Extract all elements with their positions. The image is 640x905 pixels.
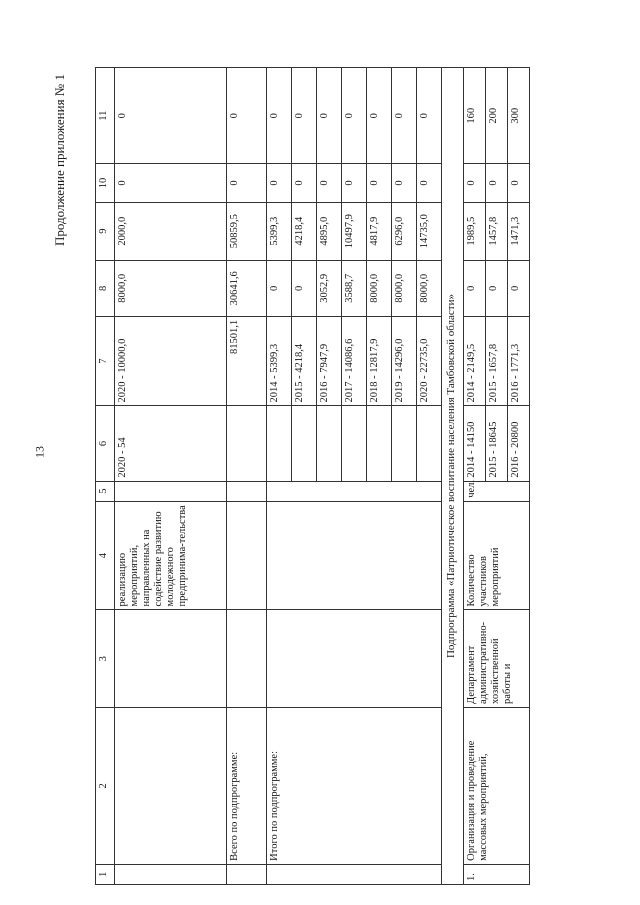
year-federal: 0	[292, 260, 317, 316]
funding-regional: 2000,0	[115, 202, 227, 260]
year-funding: 2015 - 1657,8	[486, 316, 508, 406]
total-row	[227, 68, 267, 885]
year-federal: 0	[486, 260, 508, 316]
year-funding: 2019 - 14296,0	[392, 316, 417, 406]
year-local: 0	[392, 164, 417, 202]
appendix-table	[95, 67, 530, 885]
indicator-value: 2014 - 14150	[464, 406, 486, 481]
year-local: 0	[508, 164, 530, 202]
item-indicator: Количество участников мероприятий	[464, 501, 530, 610]
year-local: 0	[486, 164, 508, 202]
year-other: 200	[486, 68, 508, 164]
header-cell: 6	[96, 406, 115, 481]
year-regional: 4218,4	[292, 202, 317, 260]
year-other: 0	[367, 68, 392, 164]
subprogram-title: Подпрограмма «Патриотическое воспитание населения Тамбовской области»	[442, 68, 464, 885]
year-other: 0	[267, 68, 292, 164]
funding-other: 0	[115, 68, 227, 164]
year-regional: 5399,3	[267, 202, 292, 260]
year-regional: 14735,0	[417, 202, 442, 260]
year-federal: 0	[267, 260, 292, 316]
appendix-label: Продолжение приложения № 1	[52, 74, 67, 246]
year-funding: 2018 - 12817,9	[367, 316, 392, 406]
funding-total: 2020 - 10000,0	[115, 316, 227, 406]
year-federal: 0	[464, 260, 486, 316]
indicator-value: 2015 - 18645	[486, 406, 508, 481]
year-other: 0	[317, 68, 342, 164]
year-other: 300	[508, 68, 530, 164]
year-regional: 1457,8	[486, 202, 508, 260]
year-other: 0	[342, 68, 367, 164]
total-local: 0	[227, 164, 267, 202]
item-number: 1.	[464, 864, 530, 884]
year-funding: 2016 - 7947,9	[317, 316, 342, 406]
year-other: 0	[292, 68, 317, 164]
year-local: 0	[317, 164, 342, 202]
year-other: 0	[417, 68, 442, 164]
year-local: 0	[417, 164, 442, 202]
year-regional: 1471,3	[508, 202, 530, 260]
total-regional: 50859,5	[227, 202, 267, 260]
header-cell: 11	[96, 68, 115, 164]
header-cell: 1	[96, 864, 115, 884]
year-regional: 6296,0	[392, 202, 417, 260]
year-funding: 2015 - 4218,4	[292, 316, 317, 406]
year-regional: 1989,5	[464, 202, 486, 260]
year-federal: 8000,0	[392, 260, 417, 316]
year-local: 0	[367, 164, 392, 202]
header-cell: 5	[96, 481, 115, 501]
total-funding: 81501,1	[227, 316, 267, 406]
year-regional: 4895,0	[317, 202, 342, 260]
header-cell: 10	[96, 164, 115, 202]
indicator-value: 2020 - 54	[115, 406, 227, 481]
continuation-row	[115, 68, 227, 885]
page-number: 13	[32, 446, 47, 458]
header-cell: 2	[96, 707, 115, 864]
header-row	[96, 68, 115, 885]
year-federal: 8000,0	[417, 260, 442, 316]
year-funding: 2016 - 1771,3	[508, 316, 530, 406]
year-funding: 2014 - 5399,3	[267, 316, 292, 406]
year-federal: 8000,0	[367, 260, 392, 316]
year-local: 0	[292, 164, 317, 202]
header-cell: 4	[96, 501, 115, 610]
year-funding: 2020 - 22735,0	[417, 316, 442, 406]
year-federal: 3052,9	[317, 260, 342, 316]
year-other: 0	[392, 68, 417, 164]
measure-description: реализацию мероприятий, направленных на содействие развитию молодежного предпринима-тельства	[115, 501, 227, 610]
item-row	[464, 68, 486, 885]
item-department: Департамент административно-хозяйственной работы и	[464, 610, 530, 708]
total-federal: 30641,6	[227, 260, 267, 316]
itogo-label: Итого по подпрограмме:	[267, 707, 442, 864]
year-local: 0	[267, 164, 292, 202]
year-other: 160	[464, 68, 486, 164]
header-cell: 7	[96, 316, 115, 406]
item-unit: чел.	[464, 481, 530, 501]
year-local: 0	[342, 164, 367, 202]
total-other: 0	[227, 68, 267, 164]
year-funding: 2014 - 2149,5	[464, 316, 486, 406]
item-name: Организация и проведение массовых мероприятий,	[464, 707, 530, 864]
indicator-value: 2016 - 20800	[508, 406, 530, 481]
year-regional: 4817,9	[367, 202, 392, 260]
funding-local: 0	[115, 164, 227, 202]
itogo-row	[267, 68, 292, 885]
rotated-table-area	[95, 40, 640, 885]
year-local: 0	[464, 164, 486, 202]
header-cell: 8	[96, 260, 115, 316]
year-regional: 10497,9	[342, 202, 367, 260]
funding-federal: 8000,0	[115, 260, 227, 316]
year-federal: 3588,7	[342, 260, 367, 316]
year-funding: 2017 - 14086,6	[342, 316, 367, 406]
header-cell: 9	[96, 202, 115, 260]
subprogram-title-row	[442, 68, 464, 885]
total-label: Всего по подпрограмме:	[227, 707, 267, 864]
header-cell: 3	[96, 610, 115, 708]
year-federal: 0	[508, 260, 530, 316]
